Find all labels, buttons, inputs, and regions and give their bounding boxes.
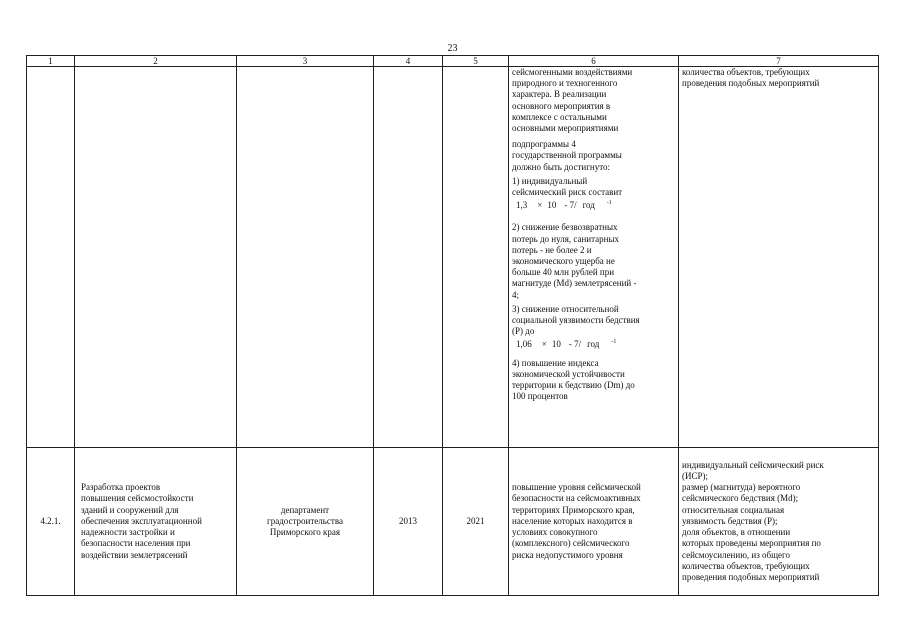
text-line: проведения подобных мероприятий: [682, 78, 820, 89]
text-line: потерь до нуля, санитарных: [512, 233, 619, 244]
text-line: департамент: [280, 504, 330, 515]
text-line: экономического ущерба не: [512, 256, 615, 267]
row2-result-cell: [509, 448, 679, 596]
row1-indicator-cell: [679, 67, 879, 448]
row2-executor-cell: [237, 448, 374, 596]
text-line: количества объектов, требующих: [682, 67, 810, 77]
text-line: сейсмогенными воздействиями: [512, 67, 633, 77]
row1-number-cell: [27, 67, 75, 448]
text-line: индивидуальный сейсмический риск: [682, 459, 824, 470]
row2-title-cell: [75, 448, 237, 596]
text-line: условиях совокупного: [512, 527, 598, 538]
text-line: надежности застройки и: [81, 527, 175, 538]
text-line: 4) повышение индекса: [512, 357, 599, 368]
formula-unit: год: [587, 339, 600, 350]
header-cell: 4: [374, 56, 443, 67]
text-line: повышение уровня сейсмической: [512, 482, 641, 493]
text-line: 1) индивидуальный: [512, 175, 588, 186]
text-line: риска недопустимого уровня: [512, 549, 623, 560]
formula-exp: - 7/: [568, 339, 582, 350]
formula-unit: год: [582, 200, 595, 211]
header-cell: 3: [237, 56, 374, 67]
formula-times: ×: [537, 200, 543, 211]
text-line: магнитуде (Md) землетрясений -: [512, 278, 637, 289]
row2-start-year-cell: 2013: [374, 448, 443, 596]
table-row: [27, 448, 879, 596]
vulnerability-formula: [512, 339, 675, 350]
text-line: население которых находится в: [512, 515, 633, 526]
text-line: основного мероприятия в: [512, 100, 611, 111]
formula-base: 10: [551, 339, 561, 350]
text-line: комплексе с остальными: [512, 111, 607, 122]
text-line: территориях Приморского края,: [512, 504, 635, 515]
text-line: относительная социальная: [682, 504, 785, 515]
text-line: подпрограммы 4: [512, 139, 576, 150]
text-line: характера. В реализации: [512, 89, 607, 100]
row1-end-cell: [443, 67, 509, 448]
text-line: 4;: [512, 289, 520, 300]
formula-coef: 1,06: [516, 339, 532, 350]
formula-unit-exp: -1: [611, 339, 617, 346]
text-line: 2) снижение безвозвратных: [512, 222, 618, 233]
table-row: [27, 67, 879, 448]
header-cell: 1: [27, 56, 75, 67]
header-cell: 6: [509, 56, 679, 67]
header-row: [27, 56, 879, 67]
text-line: Приморского края: [269, 527, 341, 538]
formula-unit-exp: -1: [606, 200, 612, 207]
text-line: природного и техногенного: [512, 78, 618, 89]
row1-start-cell: [374, 67, 443, 448]
text-line: зданий и сооружений для: [81, 504, 179, 515]
formula-base: 10: [547, 200, 557, 211]
row2-end-year-cell: 2021: [443, 448, 509, 596]
text-line: безопасности населения при: [81, 538, 191, 549]
text-line: государственной программы: [512, 150, 622, 161]
text-line: обеспечения эксплуатационной: [81, 515, 202, 526]
text-line: сейсмоусилению, из общего: [682, 549, 791, 560]
text-line: социальной уязвимости бедствия: [512, 315, 640, 326]
text-line: уязвимость бедствия (Р);: [682, 515, 778, 526]
text-line: (ИСР);: [682, 471, 709, 482]
header-cell: 5: [443, 56, 509, 67]
text-line: которых проведены мероприятия по: [682, 538, 821, 549]
formula-coef: 1,3: [516, 200, 528, 211]
text-line: (комплексного) сейсмического: [512, 538, 630, 549]
text-line: 100 процентов: [512, 391, 568, 402]
text-line: больше 40 млн рублей при: [512, 267, 615, 278]
text-line: территории к бедствию (Dm) до: [512, 380, 635, 391]
text-line: количества объектов, требующих: [682, 560, 810, 571]
text-line: потерь - не более 2 и: [512, 244, 592, 255]
formula-exp: - 7/: [564, 200, 577, 211]
row2-indicator-cell: [679, 448, 879, 596]
row1-executor-cell: [237, 67, 374, 448]
row1-title-cell: [75, 67, 237, 448]
text-line: градостроительства: [267, 515, 343, 526]
text-line: должно быть достигнуто:: [512, 161, 611, 172]
row1-result-cell: [509, 67, 679, 448]
risk-formula: [512, 200, 675, 211]
measures-table: [26, 55, 879, 596]
formula-times: ×: [541, 339, 547, 350]
text-line: (Р) до: [512, 326, 535, 337]
text-line: сейсмического бедствия (Md);: [682, 493, 799, 504]
header-cell: 7: [679, 56, 879, 67]
row2-number-cell: 4.2.1.: [27, 448, 75, 596]
text-line: 3) снижение относительной: [512, 303, 619, 314]
text-line: воздействии землетрясений: [81, 549, 188, 560]
text-line: сейсмический риск составит: [512, 187, 623, 198]
header-cell: 2: [75, 56, 237, 67]
text-line: основными мероприятиями: [512, 123, 619, 134]
text-line: размер (магнитуда) вероятного: [682, 482, 801, 493]
text-line: Разработка проектов: [81, 482, 161, 493]
text-line: повышения сейсмостойкости: [81, 493, 194, 504]
text-line: экономической устойчивости: [512, 368, 625, 379]
text-line: безопасности на сейсмоактивных: [512, 493, 641, 504]
page-number: 23: [447, 43, 458, 54]
text-line: доля объектов, в отношении: [682, 527, 791, 538]
text-line: проведения подобных мероприятий: [682, 571, 820, 582]
